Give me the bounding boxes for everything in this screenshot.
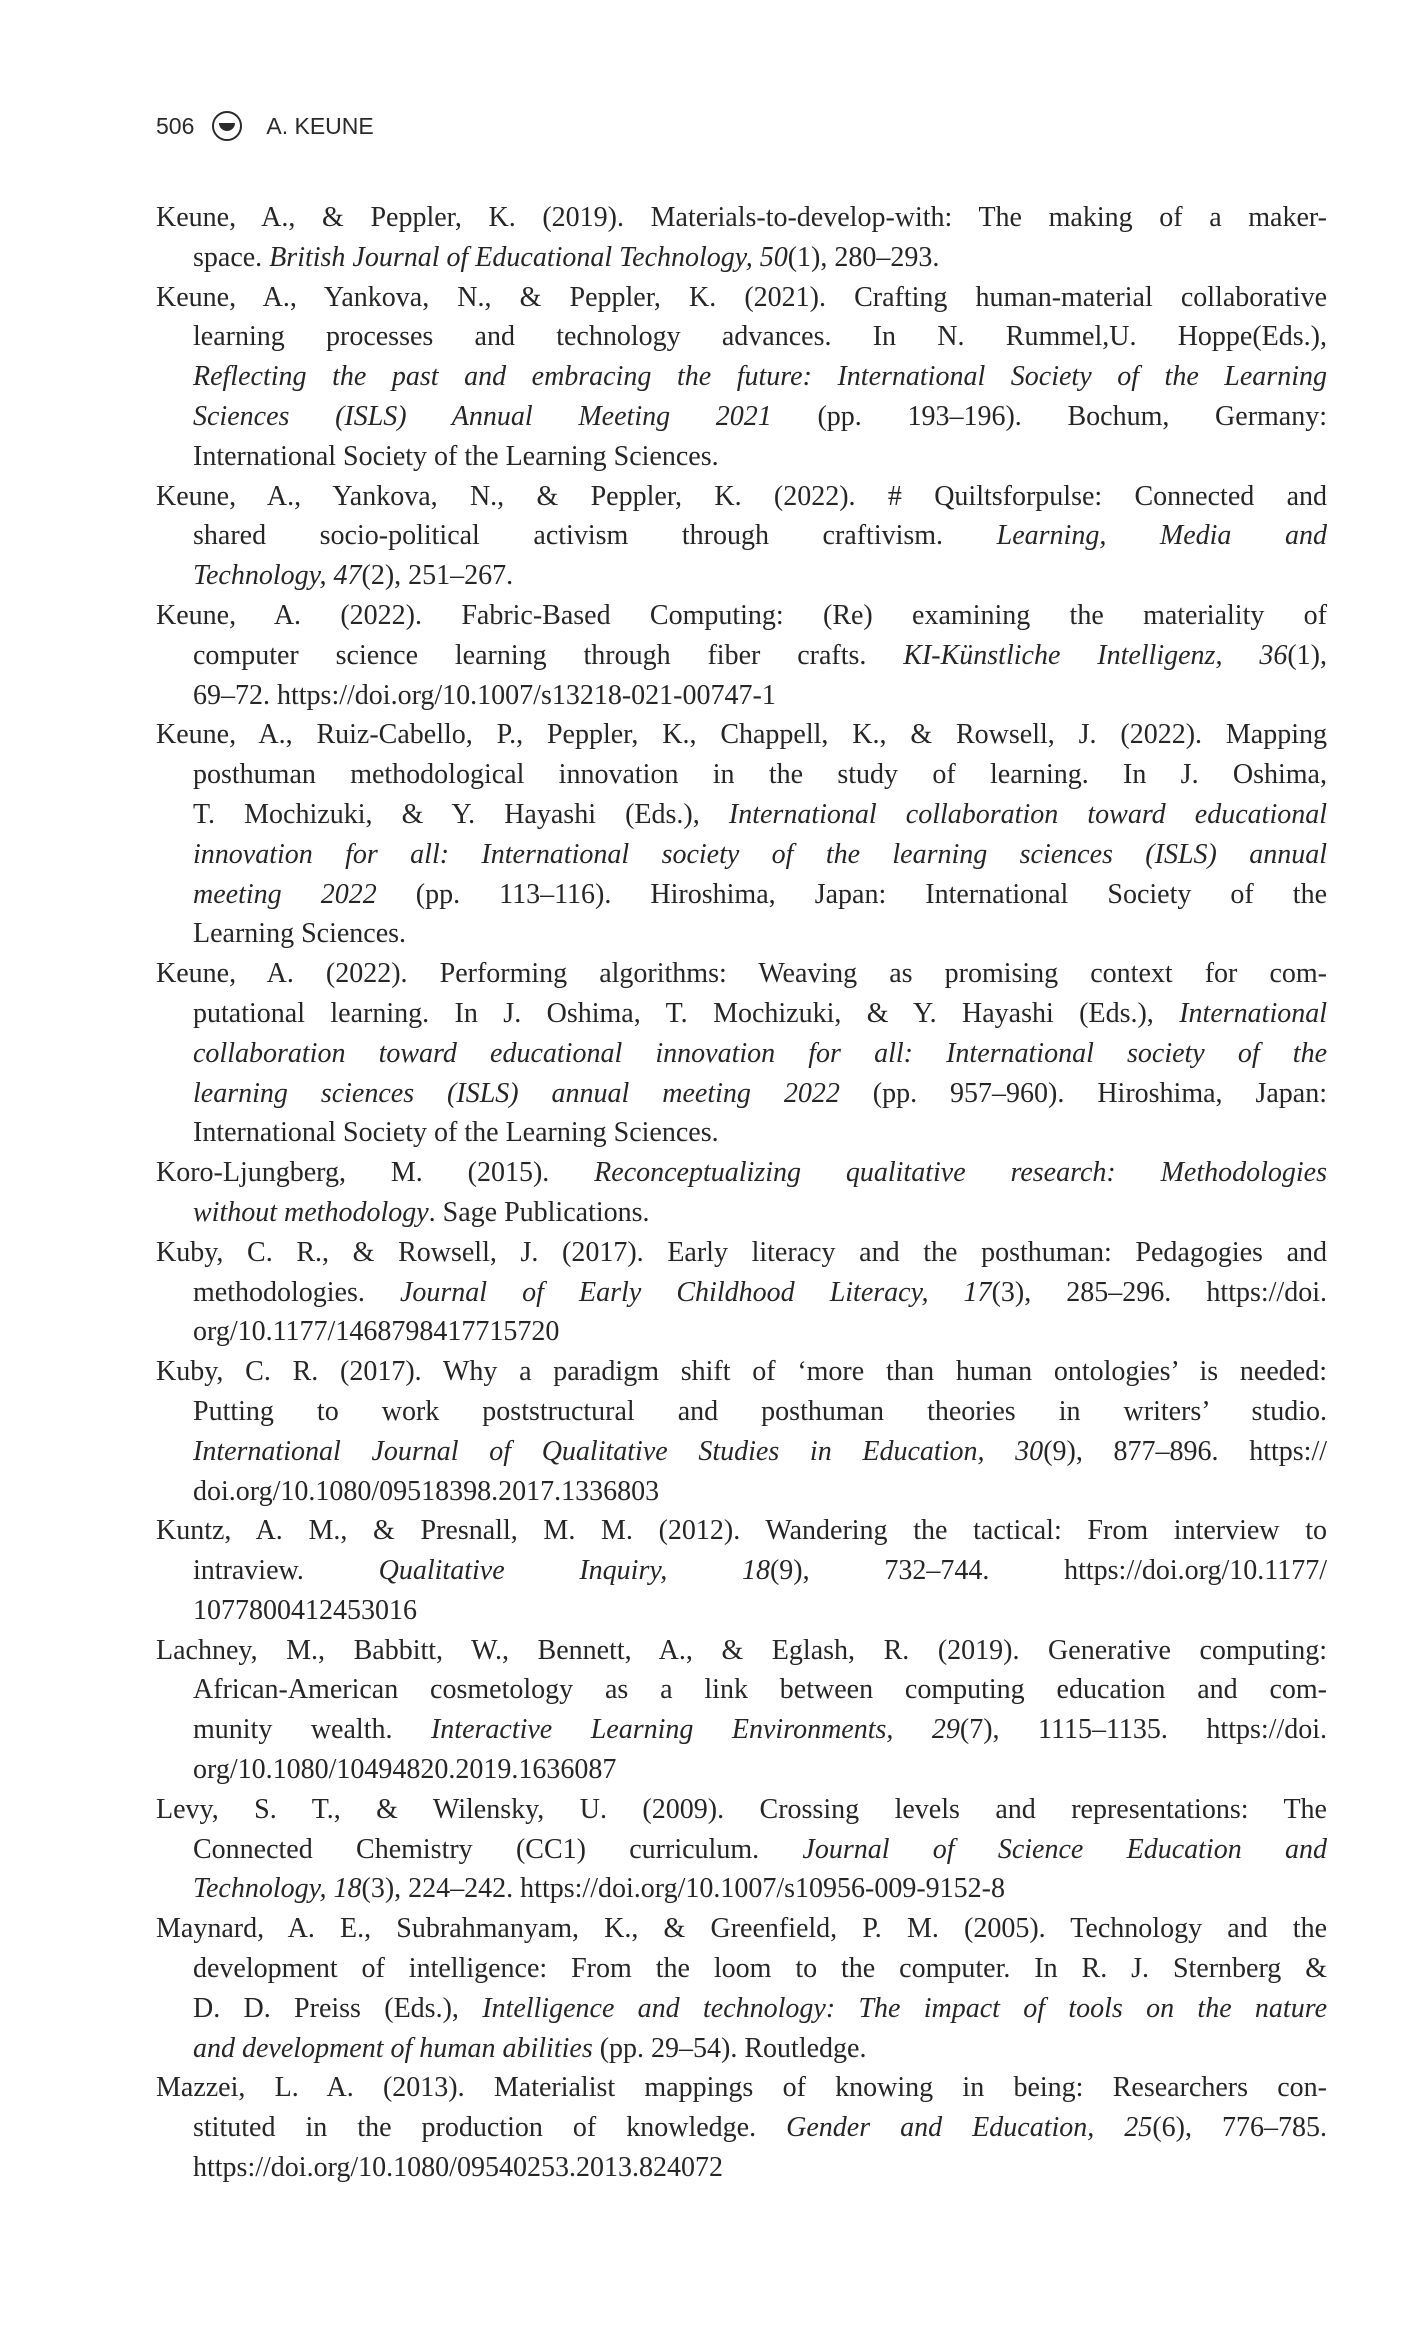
page-number: 506: [156, 112, 195, 139]
reference-line: [156, 317, 1327, 357]
reference-line: [156, 1392, 1327, 1432]
reference-italic-text: Reconceptualizing qualitative research: Methodologies: [594, 1157, 1328, 1189]
reference-italic-text: Technology, 47: [193, 560, 362, 592]
reference-italic-text: innovation for all: International society of the learning sciences (ISLS) annual: [193, 838, 1327, 870]
reference-text: . Sage Publications.: [428, 1196, 650, 1228]
reference-text: stituted in the production of knowledge.: [193, 2112, 787, 2144]
reference-text: African-American cosmetology as a link between computing education and com-: [193, 1674, 1327, 1706]
reference-text: Maynard, A. E., Subrahmanyam, K., & Greenfield, P. M. (2005). Technology and the: [156, 1913, 1327, 1945]
reference-text: (3), 224–242. https://doi.org/10.1007/s10956-009-9152-8: [361, 1873, 1005, 1905]
reference-line: [156, 1591, 1327, 1631]
reference-line: [156, 1511, 1327, 1551]
reference-text: International Society of the Learning Sciences.: [193, 440, 719, 472]
reference-entry: [156, 1352, 1327, 1511]
reference-entry: [156, 1631, 1327, 1790]
reference-line: [156, 954, 1327, 994]
reference-text: Learning Sciences.: [193, 918, 407, 950]
reference-text: (pp. 193–196). Bochum, Germany:: [771, 400, 1327, 432]
reference-italic-text: Gender and Education, 25: [786, 2112, 1153, 2144]
reference-line: [156, 516, 1327, 556]
reference-text: (7), 1115–1135. https://doi.: [959, 1714, 1328, 1746]
reference-line: [156, 1710, 1327, 1750]
reference-line: [156, 397, 1327, 437]
reference-italic-text: KI-Künstliche Intelligenz, 36: [903, 639, 1288, 671]
reference-entry: [156, 1153, 1327, 1233]
reference-italic-text: learning sciences (ISLS) annual meeting 2022: [193, 1077, 840, 1109]
reference-italic-text: Technology, 18: [193, 1873, 362, 1905]
reference-italic-text: Interactive Learning Environments, 29: [430, 1714, 960, 1746]
reference-line: [156, 477, 1327, 517]
reference-text: T. Mochizuki, & Y. Hayashi (Eds.),: [193, 798, 729, 830]
reference-line: [156, 755, 1327, 795]
reference-line: [156, 1233, 1327, 1273]
reference-line: [156, 1989, 1327, 2029]
running-header: [156, 108, 374, 144]
reference-text: doi.org/10.1080/09518398.2017.1336803: [193, 1475, 660, 1507]
reference-line: [156, 1312, 1327, 1352]
reference-text: (1), 280–293.: [787, 241, 940, 273]
reference-text: (9), 732–744. https://doi.org/10.1177/: [769, 1555, 1328, 1587]
reference-line: [156, 556, 1327, 596]
reference-line: [156, 2068, 1327, 2108]
reference-entry: [156, 1909, 1327, 2068]
reference-line: [156, 1273, 1327, 1313]
reference-line: [156, 596, 1327, 636]
reference-line: [156, 1193, 1327, 1233]
reference-line: [156, 914, 1327, 954]
reference-text: computer science learning through fiber crafts.: [193, 639, 904, 671]
reference-line: [156, 676, 1327, 716]
reference-text: space.: [193, 241, 270, 273]
journal-logo-icon: [212, 111, 242, 141]
reference-line: [156, 198, 1327, 238]
reference-italic-text: and development of human abilities: [193, 2032, 593, 2064]
reference-text: learning processes and technology advances. In N. Rummel,U. Hoppe(Eds.),: [193, 321, 1327, 353]
reference-text: (pp. 29–54). Routledge.: [592, 2032, 867, 2064]
reference-italic-text: Journal of Science Education and: [802, 1833, 1327, 1865]
reference-text: putational learning. In J. Oshima, T. Mochizuki, & Y. Hayashi (Eds.),: [193, 997, 1180, 1029]
reference-italic-text: International: [1179, 997, 1327, 1029]
reference-text: https://doi.org/10.1080/09540253.2013.824072: [193, 2152, 723, 2184]
reference-entry: [156, 278, 1327, 477]
reference-line: [156, 1869, 1327, 1909]
running-author: A. KEUNE: [266, 112, 374, 139]
reference-text: intraview.: [193, 1555, 379, 1587]
reference-line: [156, 994, 1327, 1034]
reference-line: [156, 715, 1327, 755]
reference-text: methodologies.: [193, 1276, 400, 1308]
reference-text: Connected Chemistry (CC1) curriculum.: [193, 1833, 803, 1865]
reference-italic-text: Sciences (ISLS) Annual Meeting 2021: [193, 400, 772, 432]
reference-entry: [156, 1511, 1327, 1630]
reference-italic-text: without methodology: [193, 1196, 429, 1228]
reference-text: shared socio-political activism through craftivism.: [193, 520, 997, 552]
reference-text: Keune, A. (2022). Fabric-Based Computing: (Re) examining the materiality of: [156, 599, 1327, 631]
reference-text: Keune, A. (2022). Performing algorithms: Weaving as promising context for com-: [156, 958, 1327, 990]
reference-text: Lachney, M., Babbitt, W., Bennett, A., & Eglash, R. (2019). Generative computing:: [156, 1634, 1327, 1666]
reference-text: Kuby, C. R. (2017). Why a paradigm shift of ‘more than human ontologies’ is needed:: [156, 1356, 1327, 1388]
reference-entry: [156, 715, 1327, 954]
reference-text: (6), 776–785.: [1152, 2112, 1327, 2144]
reference-line: [156, 1113, 1327, 1153]
reference-line: [156, 1750, 1327, 1790]
reference-line: [156, 1074, 1327, 1114]
reference-entry: [156, 1233, 1327, 1352]
reference-italic-text: Reflecting the past and embracing the future: International Society of the Learning: [193, 361, 1327, 393]
reference-text: Kuby, C. R., & Rowsell, J. (2017). Early literacy and the posthuman: Pedagogies and: [156, 1236, 1327, 1268]
reference-italic-text: Journal of Early Childhood Literacy, 17: [399, 1276, 992, 1308]
reference-line: [156, 835, 1327, 875]
reference-line: [156, 2148, 1327, 2188]
reference-line: [156, 1034, 1327, 1074]
reference-text: (3), 285–296. https://doi.: [991, 1276, 1327, 1308]
reference-line: [156, 238, 1327, 278]
reference-line: [156, 1352, 1327, 1392]
reference-line: [156, 1432, 1327, 1472]
reference-text: (pp. 957–960). Hiroshima, Japan:: [839, 1077, 1328, 1109]
reference-text: Keune, A., Ruiz-Cabello, P., Peppler, K., Chappell, K., & Rowsell, J. (2022). Mapping: [156, 719, 1327, 751]
reference-text: Kuntz, A. M., & Presnall, M. M. (2012). Wandering the tactical: From interview to: [156, 1515, 1327, 1547]
reference-text: (9), 877–896. https://: [1043, 1435, 1328, 1467]
reference-line: [156, 1949, 1327, 1989]
reference-italic-text: Intelligence and technology: The impact of tools on the nature: [482, 1992, 1327, 2024]
reference-entry: [156, 198, 1327, 278]
reference-line: [156, 1472, 1327, 1512]
reference-text: posthuman methodological innovation in the study of learning. In J. Oshima,: [193, 759, 1327, 791]
reference-line: [156, 278, 1327, 318]
reference-list: [156, 198, 1327, 2188]
reference-text: development of intelligence: From the loom to the computer. In R. J. Sternberg &: [193, 1953, 1327, 1985]
reference-line: [156, 437, 1327, 477]
reference-italic-text: International collaboration toward educational: [728, 798, 1327, 830]
reference-text: Keune, A., & Peppler, K. (2019). Materials-to-develop-with: The making of a maker-: [156, 202, 1327, 233]
reference-line: [156, 1830, 1327, 1870]
reference-italic-text: Learning, Media and: [996, 520, 1327, 552]
reference-text: org/10.1177/1468798417715720: [193, 1316, 560, 1348]
reference-entry: [156, 477, 1327, 596]
reference-text: org/10.1080/10494820.2019.1636087: [193, 1754, 617, 1786]
reference-italic-text: British Journal of Educational Technology, 50: [269, 241, 788, 273]
reference-text: International Society of the Learning Sciences.: [193, 1117, 719, 1149]
reference-entry: [156, 596, 1327, 715]
reference-text: Keune, A., Yankova, N., & Peppler, K. (2021). Crafting human-material collaborative: [156, 281, 1327, 313]
reference-text: (1),: [1287, 639, 1327, 671]
reference-text: (2), 251–267.: [361, 560, 514, 592]
reference-line: [156, 1790, 1327, 1830]
reference-line: [156, 795, 1327, 835]
reference-italic-text: collaboration toward educational innovation for all: International society of the: [193, 1037, 1327, 1069]
reference-text: Keune, A., Yankova, N., & Peppler, K. (2022). # Quiltsforpulse: Connected and: [156, 480, 1327, 512]
reference-text: Putting to work poststructural and posthuman theories in writers’ studio.: [193, 1395, 1327, 1427]
reference-line: [156, 2108, 1327, 2148]
reference-line: [156, 1551, 1327, 1591]
reference-line: [156, 875, 1327, 915]
reference-line: [156, 1153, 1327, 1193]
reference-text: 69–72. https://doi.org/10.1007/s13218-021-00747-1: [193, 679, 776, 711]
reference-italic-text: International Journal of Qualitative Studies in Education, 30: [193, 1435, 1044, 1467]
reference-italic-text: Qualitative Inquiry, 18: [378, 1555, 770, 1587]
reference-line: [156, 2029, 1327, 2069]
reference-text: Levy, S. T., & Wilensky, U. (2009). Crossing levels and representations: The: [156, 1793, 1327, 1825]
reference-entry: [156, 954, 1327, 1153]
reference-text: Koro-Ljungberg, M. (2015).: [156, 1157, 595, 1189]
reference-entry: [156, 1790, 1327, 1909]
reference-line: [156, 1909, 1327, 1949]
reference-text: D. D. Preiss (Eds.),: [193, 1992, 483, 2024]
reference-line: [156, 357, 1327, 397]
reference-line: [156, 636, 1327, 676]
reference-italic-text: meeting 2022: [193, 878, 377, 910]
reference-line: [156, 1670, 1327, 1710]
reference-entry: [156, 2068, 1327, 2187]
reference-text: (pp. 113–116). Hiroshima, Japan: International Society of the: [376, 878, 1328, 910]
reference-text: 1077800412453016: [193, 1594, 417, 1626]
reference-line: [156, 1631, 1327, 1671]
reference-text: munity wealth.: [193, 1714, 431, 1746]
reference-text: Mazzei, L. A. (2013). Materialist mappings of knowing in being: Researchers con-: [156, 2072, 1327, 2104]
